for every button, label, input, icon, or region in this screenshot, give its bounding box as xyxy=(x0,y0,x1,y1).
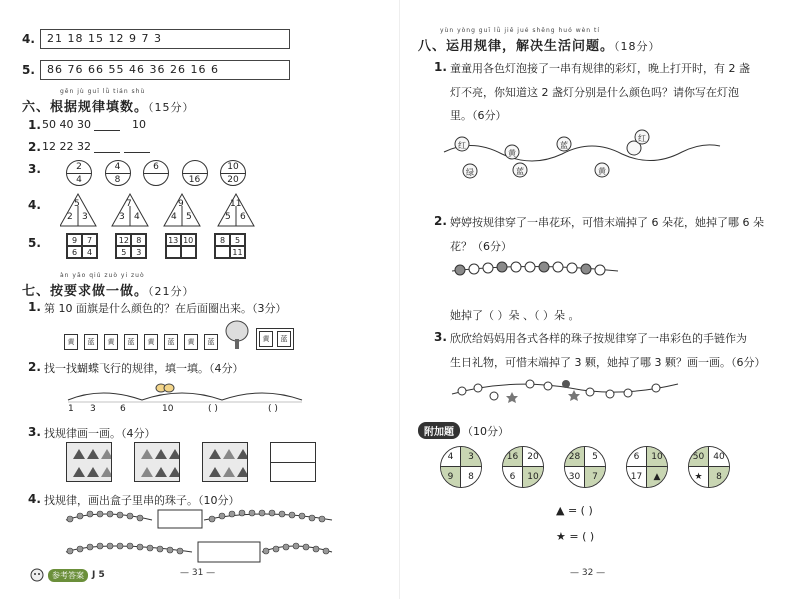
number-grid: 12 8 5 3 xyxy=(115,233,147,259)
triangle-boxes xyxy=(66,442,316,482)
flag: 黄 xyxy=(104,334,118,350)
answer-footer xyxy=(30,568,105,582)
q3-circles xyxy=(66,160,246,186)
sec7-pinyin: àn yāo qiú zuò yi zuò xyxy=(60,272,145,279)
q1-number: 1. xyxy=(28,118,41,132)
p2-text: 找一找蝴蝶飞行的规律，填一填。（4分） xyxy=(44,362,244,375)
r1-line1: 童童用各色灯泡接了一串有规律的彩灯，晚上打开时，有 2 盏 xyxy=(450,62,750,75)
triangle-equation[interactable]: ▲ = ( ) xyxy=(556,504,593,517)
p4-text: 找规律，画出盒子里串的珠子。（10分） xyxy=(44,494,240,507)
flag-row xyxy=(64,320,294,350)
p4-number: 4. xyxy=(28,492,41,506)
seq4-box: 21 18 15 12 9 7 3 xyxy=(40,29,290,49)
number-grid: 9 7 6 4 xyxy=(66,233,98,259)
q4-triangles xyxy=(60,192,260,228)
bulb-label: 绿 xyxy=(466,168,474,177)
flag: 蓝 xyxy=(164,334,178,350)
p3-text: 找规律画一画。（4分） xyxy=(44,427,156,440)
tri-left: 5 xyxy=(225,212,231,222)
butterfly-icon xyxy=(156,384,174,392)
flag: 蓝 xyxy=(124,334,138,350)
q5-grids xyxy=(66,233,246,259)
p2-number: 2. xyxy=(28,360,41,374)
butterfly-path xyxy=(62,376,312,406)
triangle-box xyxy=(66,442,112,482)
r3-line2: 生日礼物，可惜末端掉了 3 颗，她掉了哪 3 颗？画一画。（6分） xyxy=(450,356,766,369)
number-wheel: 4 3 9 8 xyxy=(440,446,482,488)
number-grid[interactable]: 13 10 xyxy=(165,233,197,259)
bulb-label: 黄 xyxy=(508,149,516,158)
answer-blank[interactable] xyxy=(124,143,150,153)
fraction-circle: 4 8 xyxy=(105,160,131,186)
tri-top: 5 xyxy=(74,199,80,209)
bead-box xyxy=(198,542,260,562)
star-equation[interactable]: ★ = ( ) xyxy=(556,530,595,543)
answer-blank: ( ) xyxy=(268,404,278,414)
number-wheel: 28 5 30 7 xyxy=(564,446,606,488)
answer-flags[interactable] xyxy=(256,328,294,350)
flag: 黄 xyxy=(144,334,158,350)
bead-strings xyxy=(62,504,342,566)
flag: 黄 xyxy=(64,334,78,350)
triangle-box xyxy=(202,442,248,482)
fraction-circle: 10 20 xyxy=(220,160,246,186)
page-number: — 31 — xyxy=(180,568,216,578)
tri-right: 6 xyxy=(240,212,246,222)
q2-number: 2. xyxy=(28,140,41,154)
extra-title: 附加题 xyxy=(418,422,460,439)
r3-number: 3. xyxy=(434,330,447,344)
q5-number: 5. xyxy=(28,236,41,250)
fraction-circle: 2 4 xyxy=(66,160,92,186)
q3-number: 3. xyxy=(28,162,41,176)
flag: 蓝 xyxy=(204,334,218,350)
extra-score: （10分） xyxy=(462,424,509,438)
number-wheel: 16 20 6 10 xyxy=(502,446,544,488)
r2-number: 2. xyxy=(434,214,447,228)
flag: 黄 xyxy=(184,334,198,350)
right-page xyxy=(400,0,800,599)
butterfly-marks: 1 3 6 10 ( ) ( ) xyxy=(68,404,278,414)
bulb-label: 红 xyxy=(458,141,466,150)
answer-blank[interactable] xyxy=(94,143,120,153)
tree-icon xyxy=(224,320,250,350)
tri-right: 5 xyxy=(186,212,192,222)
tri-left: 2 xyxy=(67,212,73,222)
answer-blank[interactable] xyxy=(94,121,120,131)
tri-top: 7 xyxy=(126,199,132,209)
p1-number: 1. xyxy=(28,300,41,314)
light-string xyxy=(442,128,722,184)
drawing-box[interactable] xyxy=(270,442,316,482)
number-wheel: 50 40 ★ 8 xyxy=(688,446,730,488)
sec7-title: 七、按要求做一做。（21分） xyxy=(22,284,195,299)
bead-box xyxy=(158,510,202,528)
mascot-icon xyxy=(30,568,44,582)
tri-top: 11 xyxy=(230,199,242,209)
tri-right: 3 xyxy=(82,212,88,222)
flag[interactable]: 蓝 xyxy=(277,331,291,347)
flower-garland xyxy=(450,260,620,282)
tri-top: 9 xyxy=(178,199,184,209)
tri-left: 4 xyxy=(171,212,177,222)
bulb-label: 红 xyxy=(638,134,646,143)
number-wheel: 6 10 17 ▲ xyxy=(626,446,668,488)
q2-sequence: 12 22 32 xyxy=(42,140,150,153)
r2-answer[interactable]: 她掉了（ ）朵 、（ ）朵 。 xyxy=(450,309,580,322)
number-grid[interactable]: 8 5 11 xyxy=(214,233,246,259)
seq5-number: 5. xyxy=(22,63,35,77)
bulb-label: 蓝 xyxy=(516,167,524,176)
wheel-row xyxy=(440,446,730,488)
r1-number: 1. xyxy=(434,60,447,74)
r1-line3: 里。（6分） xyxy=(450,109,507,122)
q1-sequence: 50 40 30 10 xyxy=(42,118,146,131)
extra-header xyxy=(418,422,509,439)
bulb-label: 黄 xyxy=(598,167,606,176)
r2-line2: 花？（6分） xyxy=(450,240,512,253)
p1-text: 第 10 面旗是什么颜色的？在后面圈出来。（3分） xyxy=(44,302,287,315)
r2-line1: 婷婷按规律穿了一串花环，可惜末端掉了 6 朵花，她掉了哪 6 朵 xyxy=(450,216,764,229)
q4-number: 4. xyxy=(28,198,41,212)
answer-label: 参考答案 xyxy=(48,569,88,582)
seq4-number: 4. xyxy=(22,32,35,46)
sec6-title: 六、根据规律填数。（15分） xyxy=(22,100,195,115)
flag[interactable]: 黄 xyxy=(259,331,273,347)
triangle-box xyxy=(134,442,180,482)
r3-line1: 欣欣给妈妈用各式各样的珠子按规律穿了一串彩色的手链作为 xyxy=(450,332,747,345)
sec8-pinyin: yùn yòng guī lǜ jiě jué shēng huó wèn tí xyxy=(440,27,601,34)
bracelet xyxy=(450,374,680,408)
flag: 蓝 xyxy=(84,334,98,350)
answer-code: J 5 xyxy=(92,570,105,580)
sec6-pinyin: gēn jù guī lǜ tián shù xyxy=(60,88,146,95)
tri-right: 4 xyxy=(134,212,140,222)
p3-number: 3. xyxy=(28,425,41,439)
fraction-circle[interactable]: 6 xyxy=(143,160,169,186)
fraction-circle[interactable]: 16 xyxy=(182,160,208,186)
seq5-box: 86 76 66 55 46 36 26 16 6 xyxy=(40,60,290,80)
page-number: — 32 — xyxy=(570,568,606,578)
sec8-title: 八、运用规律，解决生活问题。（18分） xyxy=(418,39,661,54)
r1-line2: 灯不亮，你知道这 2 盏灯分别是什么颜色吗？请你写在灯泡 xyxy=(450,86,739,99)
bulb-label: 蓝 xyxy=(560,141,568,150)
answer-blank: ( ) xyxy=(208,404,218,414)
tri-left: 3 xyxy=(119,212,125,222)
